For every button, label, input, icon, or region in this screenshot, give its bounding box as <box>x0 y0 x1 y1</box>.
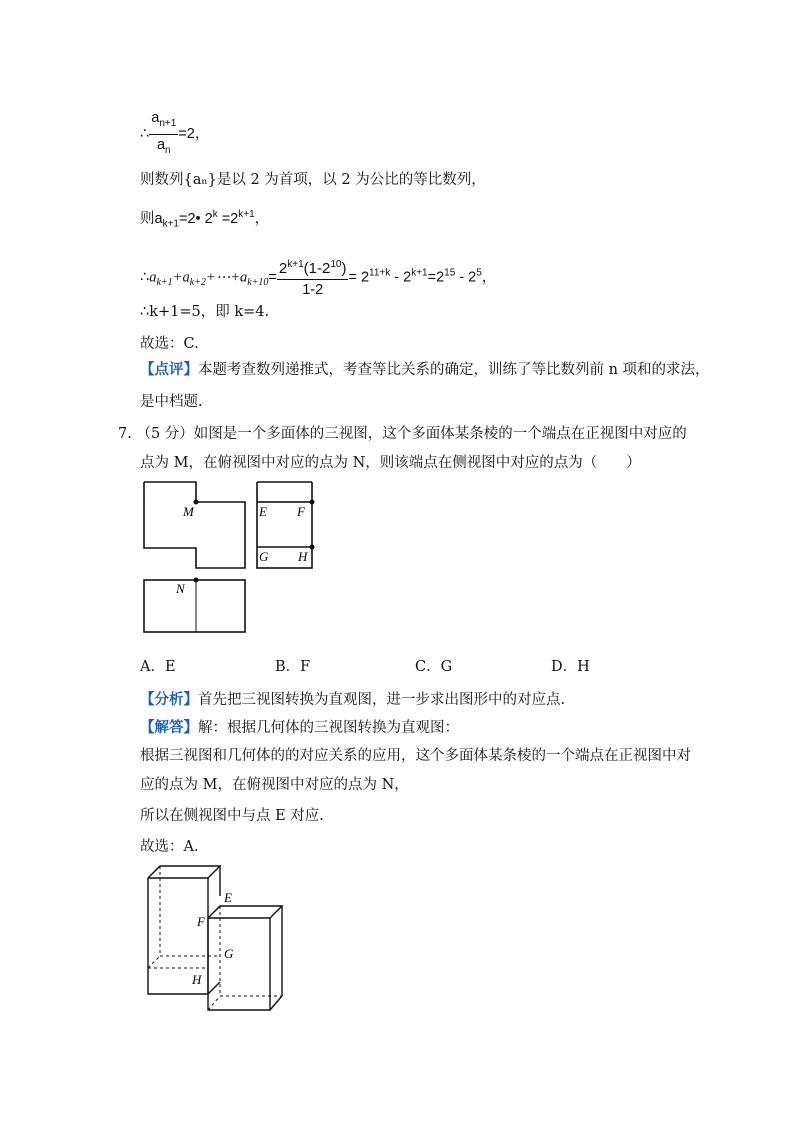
term-formula <box>140 205 269 235</box>
term-exp-k1: k+1 <box>238 209 255 220</box>
left-box-top <box>148 866 220 878</box>
left-box-bottom-d <box>208 982 220 994</box>
answer-line-3: 所以在侧视图中与点 E 对应. <box>140 808 324 824</box>
answer-text: 解：根据几何体的三视图转换为直观图： <box>198 720 459 736</box>
sum-sub2: k+2 <box>189 277 206 289</box>
label-f: F <box>297 504 305 519</box>
top-view-outline <box>144 580 245 632</box>
therefore-symbol: ∴ <box>140 126 150 143</box>
term-sub: k+1 <box>162 218 179 230</box>
rhs1: = 2 <box>348 269 370 286</box>
solid-label-e: E <box>224 890 232 905</box>
sum-fraction <box>277 255 349 300</box>
numerator-sub: n+1 <box>159 117 177 129</box>
answer-tag: 【解答】 <box>140 719 198 736</box>
num-base: 2 <box>278 260 288 277</box>
num-exp: k+1 <box>287 259 304 270</box>
rhs3-exp: 15 <box>444 267 456 279</box>
front-view-outline <box>144 482 245 568</box>
denominator-sub: n <box>165 144 171 156</box>
text-line-5: ∴k+1=5，即 k=4. <box>140 304 270 320</box>
term-eq: =2• 2 <box>178 210 213 227</box>
rhs2: - 2 <box>390 269 412 286</box>
sum-denominator: 1-2 <box>302 282 324 298</box>
text-line-8: 是中档题. <box>140 394 203 410</box>
sum-a3: +⋯+a <box>205 269 248 286</box>
solid-label-f: F <box>197 914 205 929</box>
point-n-dot <box>194 578 199 583</box>
sum-formula <box>140 255 496 300</box>
num-exp2: 10 <box>330 259 342 270</box>
ratio-rhs: =2 <box>178 126 195 143</box>
option-b[interactable]: B．F <box>275 659 311 675</box>
three-view-diagram <box>140 478 320 638</box>
analysis-line <box>140 690 565 710</box>
point-h-dot <box>310 545 315 550</box>
comma: ， <box>254 210 270 227</box>
option-a[interactable]: A．E <box>140 659 176 675</box>
term-eq2: =2 <box>217 210 239 227</box>
sum-a1: a <box>149 269 157 286</box>
sum-eq: = <box>268 269 277 286</box>
answer-line <box>140 718 459 738</box>
solid-label-g: G <box>224 946 234 961</box>
num-close: ) <box>341 260 347 277</box>
left-box-hidden-d <box>148 956 160 968</box>
term-a: a <box>154 210 163 227</box>
answer-line-1: 根据三视图和几何体的的对应关系的应用，这个多面体某条棱的一个端点在正视图中对 <box>140 748 691 764</box>
question-text-1: （5 分）如图是一个多面体的三视图，这个多面体某条棱的一个端点在正视图中对应的 <box>136 426 687 442</box>
right-box-hidden-d <box>208 996 220 1010</box>
term-exp-k: k <box>212 209 218 220</box>
therefore-symbol: ∴ <box>140 269 150 286</box>
point-f-dot <box>310 500 315 505</box>
rhs3: =2 <box>427 269 445 286</box>
text-line-6: 故选：C. <box>140 336 199 352</box>
ratio-formula <box>140 108 209 161</box>
point-m-dot <box>194 500 199 505</box>
label-g: G <box>259 549 269 564</box>
label-h: H <box>298 549 308 564</box>
label-e: E <box>259 504 267 519</box>
comma: ， <box>481 269 497 286</box>
answer-line-4: 故选：A. <box>140 839 199 855</box>
option-c[interactable]: C．G <box>415 659 453 675</box>
label-n: N <box>176 581 185 596</box>
question-number: 7. <box>118 426 132 442</box>
right-box-bottom-d <box>270 996 282 1010</box>
sum-sub1: k+1 <box>156 277 173 289</box>
numerator: a <box>151 110 160 126</box>
ratio-fraction <box>149 108 178 161</box>
sum-sub3: k+10 <box>247 277 269 289</box>
num-paren: (1-2 <box>303 260 331 277</box>
then-text: 则 <box>140 210 155 227</box>
rhs4-exp: 5 <box>476 267 482 279</box>
solid-figure <box>140 862 310 1022</box>
solid-label-h: H <box>192 972 202 987</box>
analysis-text: 首先把三视图转换为直观图，进一步求出图形中的对应点. <box>198 692 566 708</box>
label-m: M <box>183 504 194 519</box>
rhs4: - 2 <box>455 269 477 286</box>
rhs2-exp: k+1 <box>411 267 428 279</box>
sum-a2: +a <box>172 269 190 286</box>
review-tag: 【点评】 <box>140 361 198 378</box>
review-text: 本题考查数列递推式，考查等比关系的确定，训练了等比数列前 n 项和的求法， <box>198 362 710 378</box>
right-box-top <box>208 906 282 918</box>
option-d[interactable]: D．H <box>551 659 590 675</box>
comma: ， <box>194 126 210 143</box>
question-7-line-2: 点为 M，在俯视图中对应的点为 N，则该端点在侧视图中对应的点为（ ） <box>140 455 641 471</box>
answer-line-2: 应的点为 M，在俯视图中对应的点为 N， <box>140 777 409 793</box>
rhs1-exp: 11+k <box>369 267 391 279</box>
denominator: a <box>156 136 166 153</box>
review-line <box>140 360 710 380</box>
question-7-line-1 <box>118 424 687 444</box>
text-line-2: 则数列{aₙ}是以 2 为首项，以 2 为公比的等比数列， <box>140 172 486 188</box>
analysis-tag: 【分析】 <box>140 691 198 708</box>
